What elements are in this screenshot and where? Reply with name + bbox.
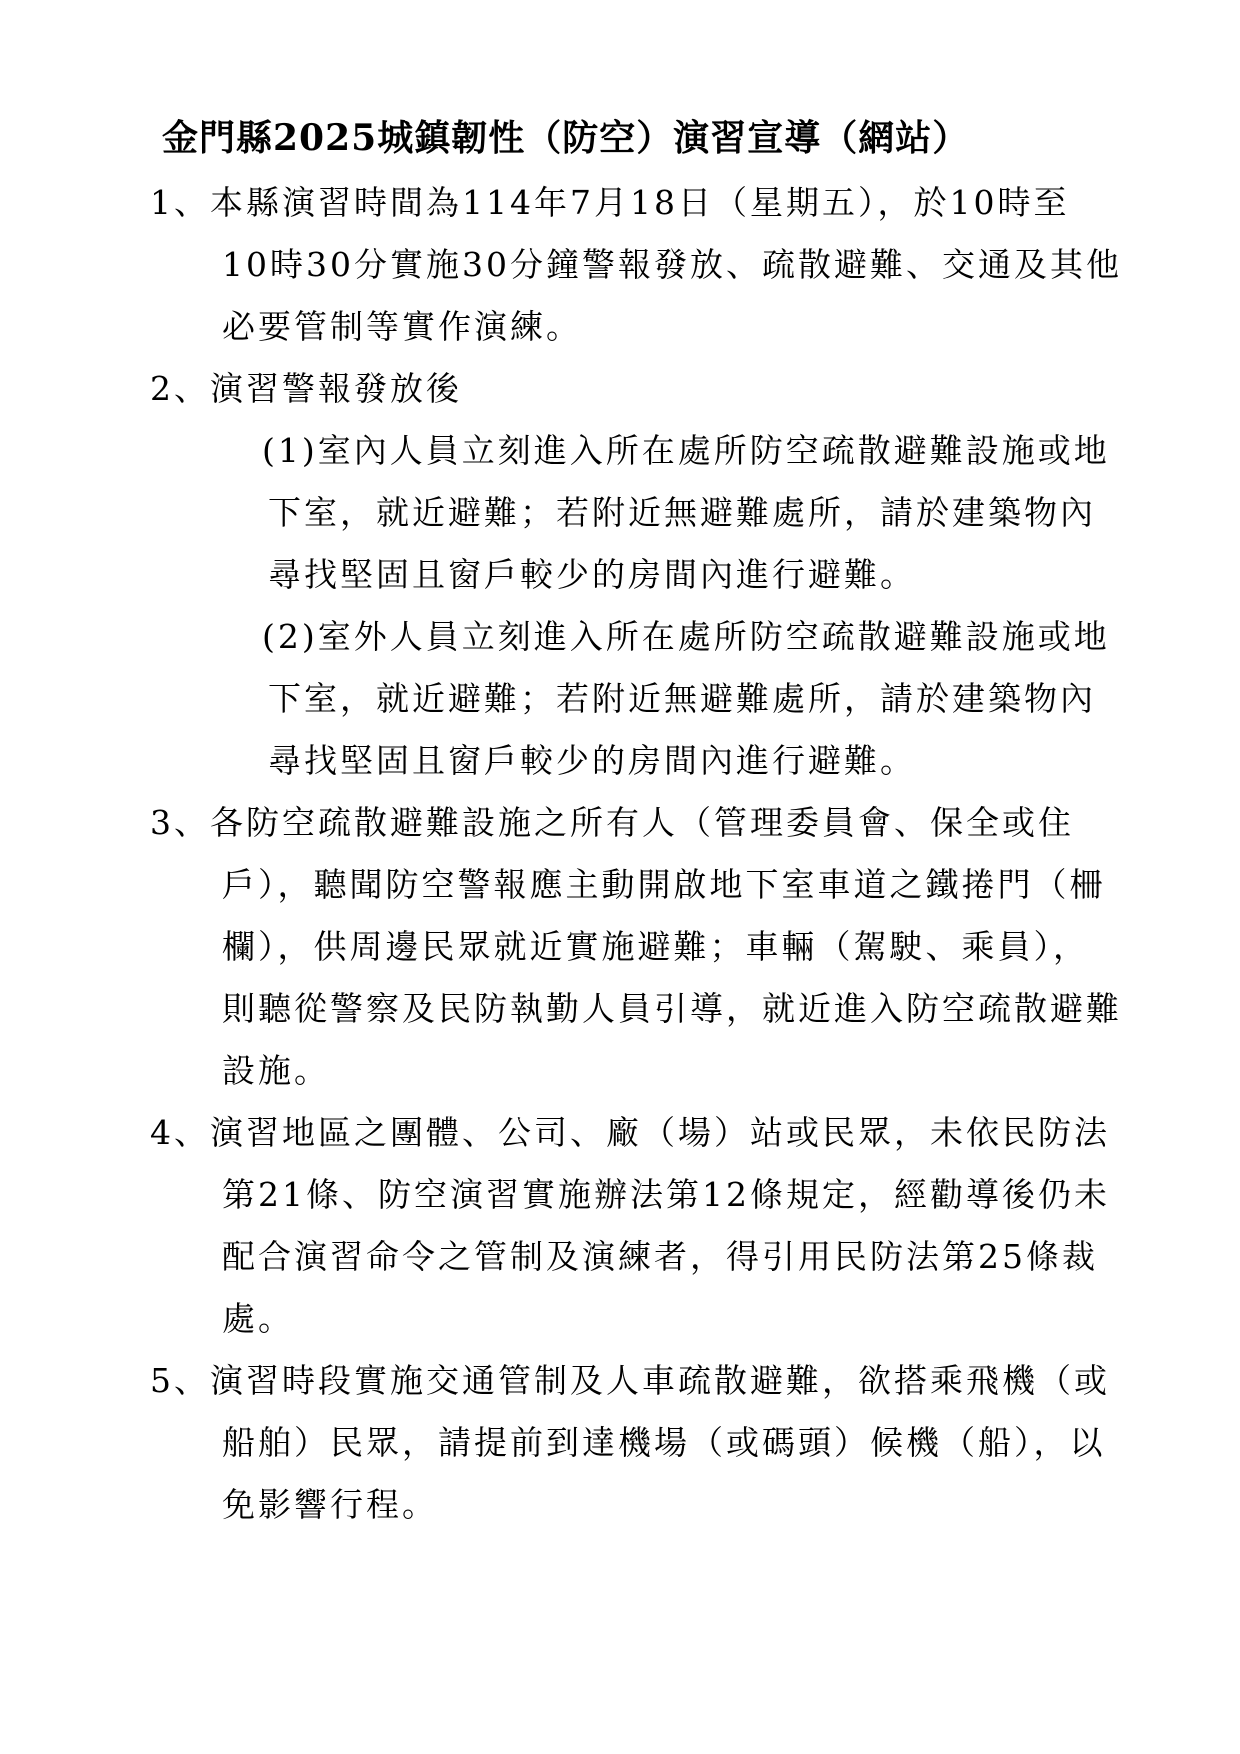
item-3-line-2: 戶），聽聞防空警報應主動開啟地下室車道之鐵捲門（柵 [222,865,1106,904]
subitem-2-line-2: 下室，就近避難；若附近無避難處所，請於建築物內 [268,679,1096,718]
item-3-line-1: 3、各防空疏散避難設施之所有人（管理委員會、保全或住 [150,803,1074,842]
item-5-line-2: 船舶）民眾，請提前到達機場（或碼頭）候機（船），以 [222,1423,1106,1462]
subitem-2-line-1: (2)室外人員立刻進入所在處所防空疏散避難設施或地 [262,617,1110,656]
item-4-line-2: 第21條、防空演習實施辦法第12條規定，經勸導後仍未 [222,1175,1110,1214]
item-5-line-3: 免影響行程。 [222,1485,438,1524]
item-3-line-3: 欄），供周邊民眾就近實施避難；車輛（駕駛、乘員）， [222,927,1089,966]
subitem-1-line-3: 尋找堅固且窗戶較少的房間內進行避難。 [268,555,916,594]
item-4-line-4: 處。 [222,1299,294,1338]
item-3-line-5: 設施。 [222,1051,330,1090]
subitem-1-line-2: 下室，就近避難；若附近無避難處所，請於建築物內 [268,493,1096,532]
item-1-line-3: 必要管制等實作演練。 [222,307,582,346]
item-2-line-1: 2、演習警報發放後 [150,369,462,408]
subitem-1-line-1: (1)室內人員立刻進入所在處所防空疏散避難設施或地 [262,431,1110,470]
item-1-line-2: 10時30分實施30分鐘警報發放、疏散避難、交通及其他 [222,245,1122,284]
document-title: 金門縣2025城鎮韌性（防空）演習宣導（網站） [162,117,970,159]
item-1-line-1: 1、本縣演習時間為114年7月18日（星期五），於10時至 [150,183,1070,222]
item-3-line-4: 則聽從警察及民防執勤人員引導，就近進入防空疏散避難 [222,989,1122,1028]
item-4-line-1: 4、演習地區之團體、公司、廠（場）站或民眾，未依民防法 [150,1113,1110,1152]
item-5-line-1: 5、演習時段實施交通管制及人車疏散避難，欲搭乘飛機（或 [150,1361,1110,1400]
subitem-2-line-3: 尋找堅固且窗戶較少的房間內進行避難。 [268,741,916,780]
item-4-line-3: 配合演習命令之管制及演練者，得引用民防法第25條裁 [222,1237,1098,1276]
